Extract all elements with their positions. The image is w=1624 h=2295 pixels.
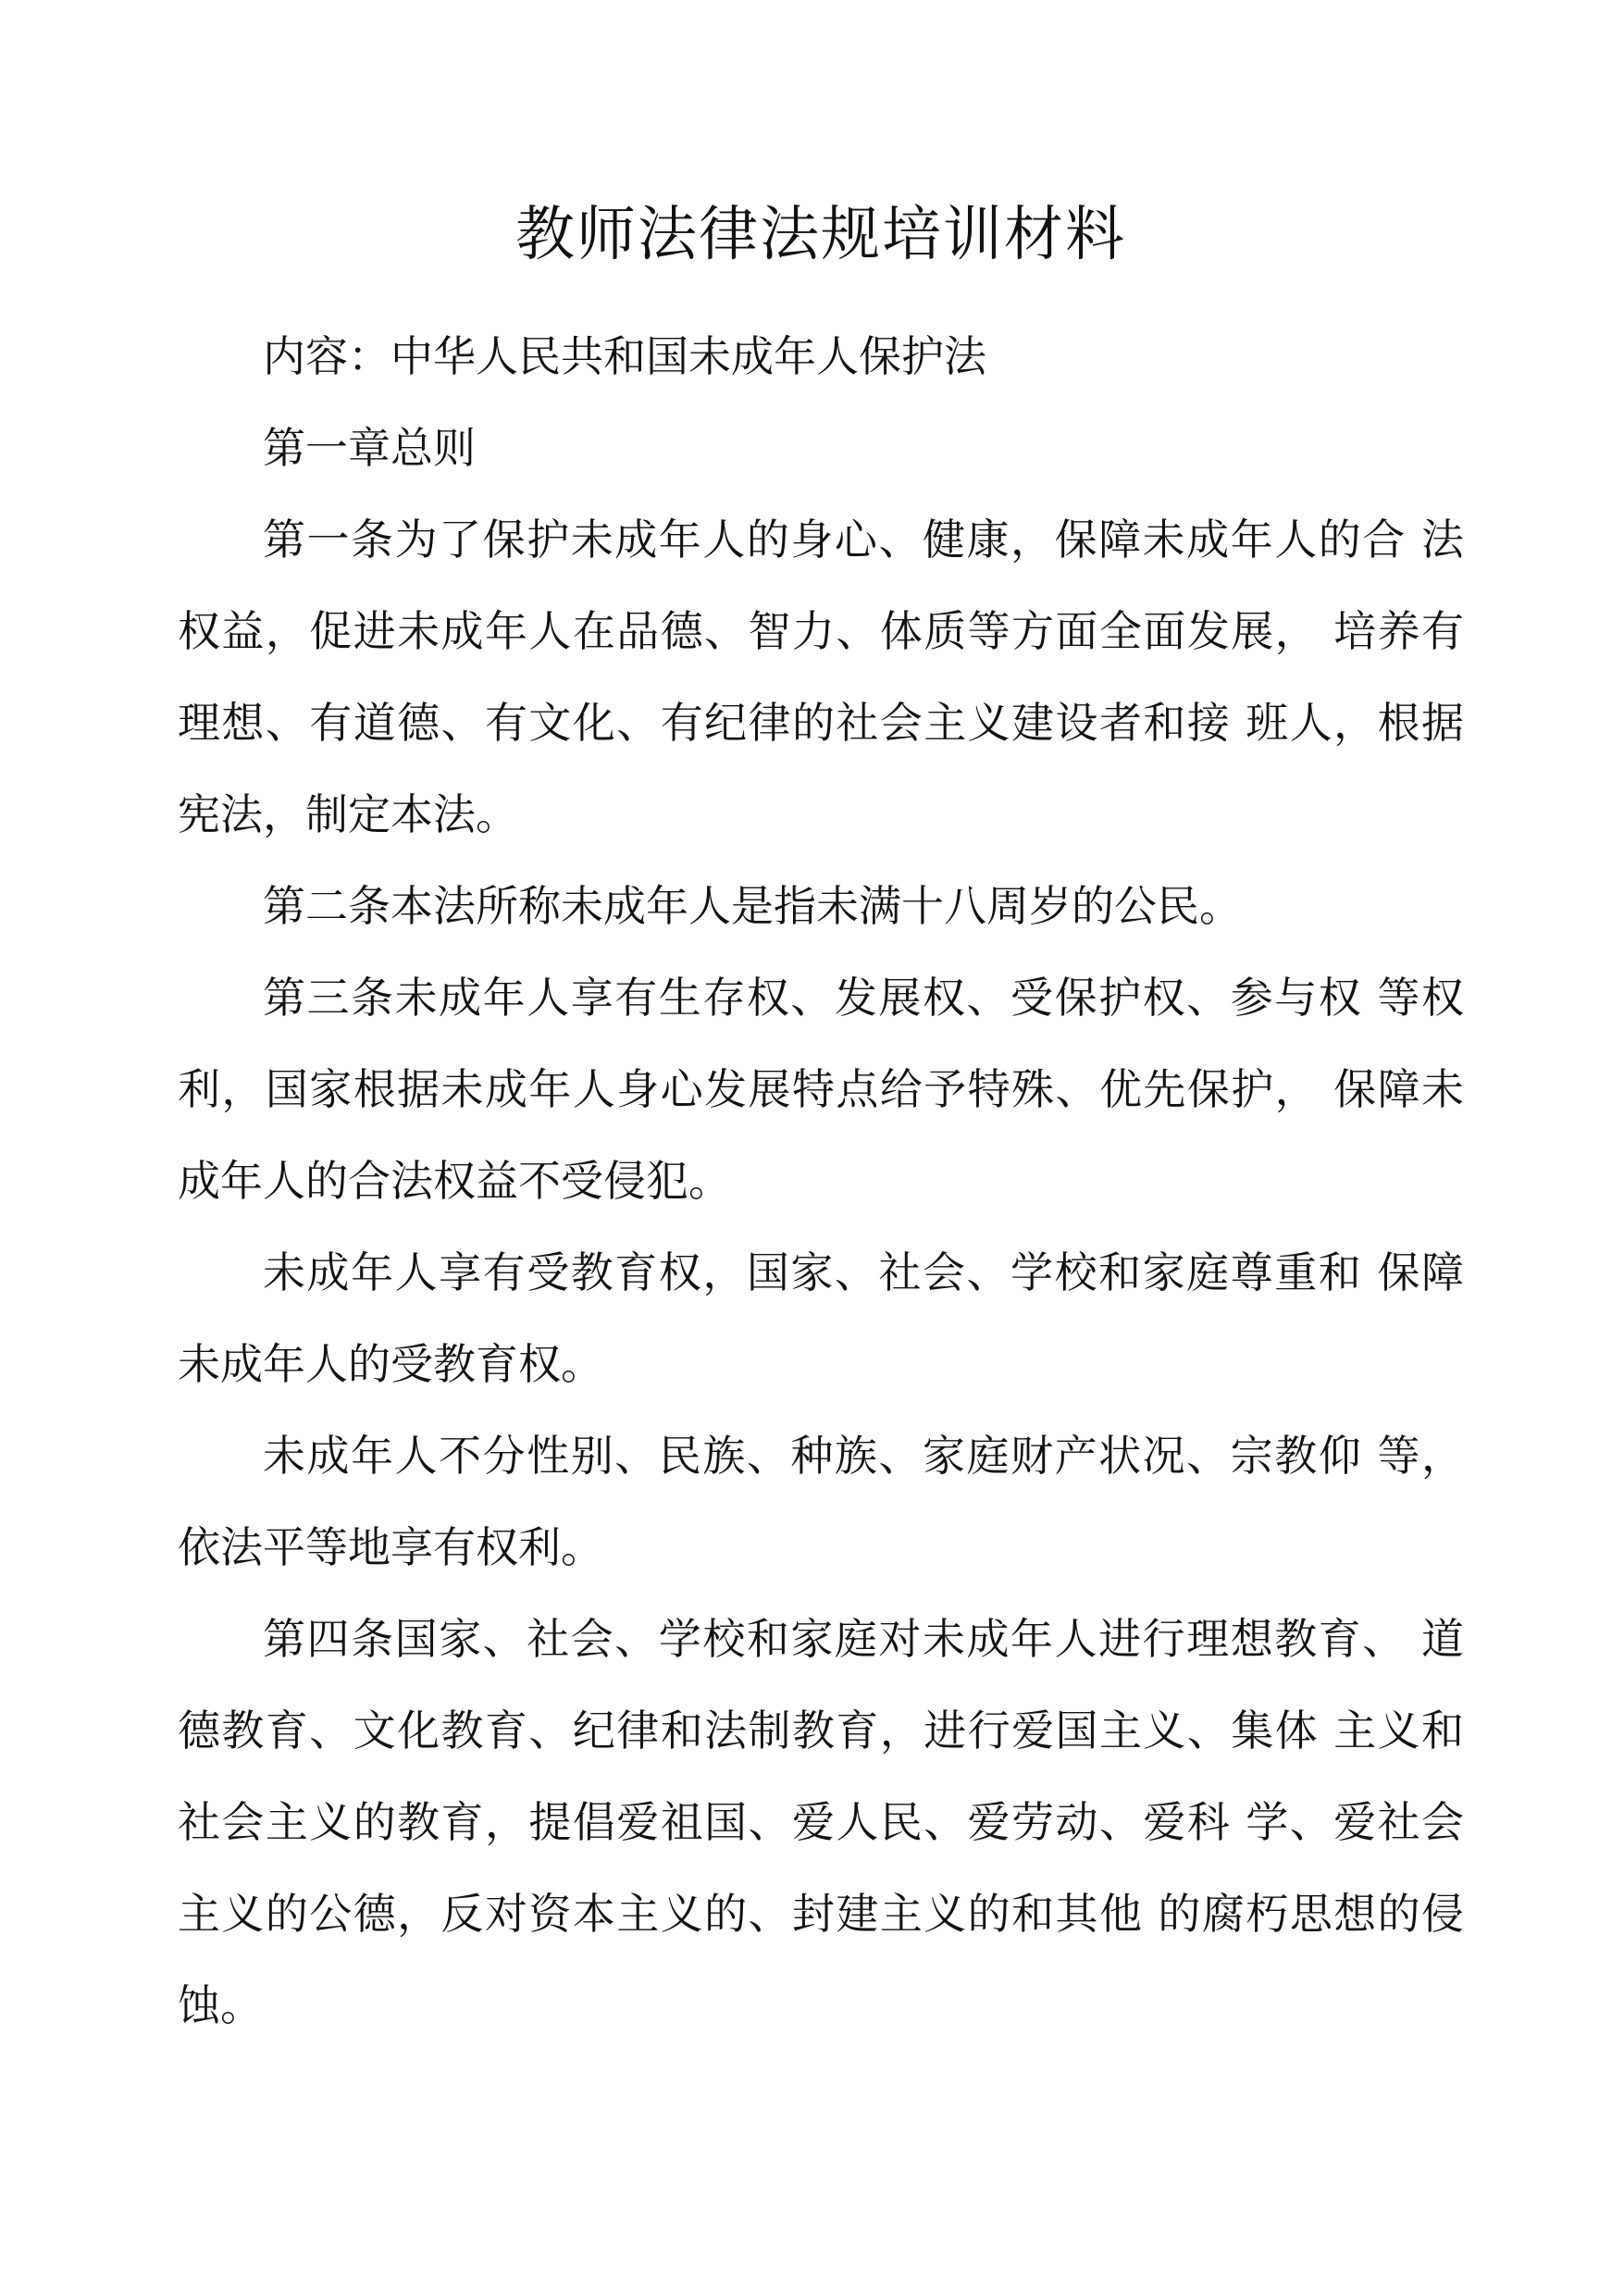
paragraph-chapter-heading: 第一章总则 [263, 423, 476, 473]
paragraph-equal-rights: 未成年人不分性别、民族、种族、家庭财产状况、宗教仰 等，依法平等地享有权利。 [178, 1431, 1464, 1572]
document-page [178, 185, 1464, 2052]
document-title: 教师法律法规培训材料 [515, 201, 1126, 269]
paragraph-article-2: 第二条本法所称未成年人是指未满十八周岁的公民。 [263, 881, 1242, 931]
paragraph-content-intro: 内容：中华人民共和国未成年人保护法 [263, 331, 986, 381]
paragraph-education-right: 未成年人享有受教育权，国家、社会、学校和家庭尊重和 保障未成年人的受教育权。 [178, 1247, 1464, 1389]
paragraph-article-1: 第一条为了保护未成年人的身心、健康，保障未成年人的合 法权益，促进未成年人在品德、智力、体质等方面全面发展， 培养有理想、有道德、有文化、有纪律的社会主义建设者和接 班人，根据宪法，制定本法。 [178, 515, 1464, 839]
paragraph-article-4: 第四条国家、社会、学校和家庭对未成年人进行理想教育、 道德教育、文化教育、纪律和法制教育，进行爱国主义、集体 主义和社会主义的教育，提倡爱祖国、爱人民、爱劳动、爱科 学、爱社会主义的公德，反对资本主义的、封建主义的和其他 的腐朽思想的侵蚀。 [178, 1614, 1464, 2030]
paragraph-article-3: 第三条未成年人享有生存权、发展权、受保护权、参与权 等权利，国家根据未成年人身心发展特点给予特殊、优先保护， 保障未成年人的合法权益不受侵犯。 [178, 973, 1464, 1206]
